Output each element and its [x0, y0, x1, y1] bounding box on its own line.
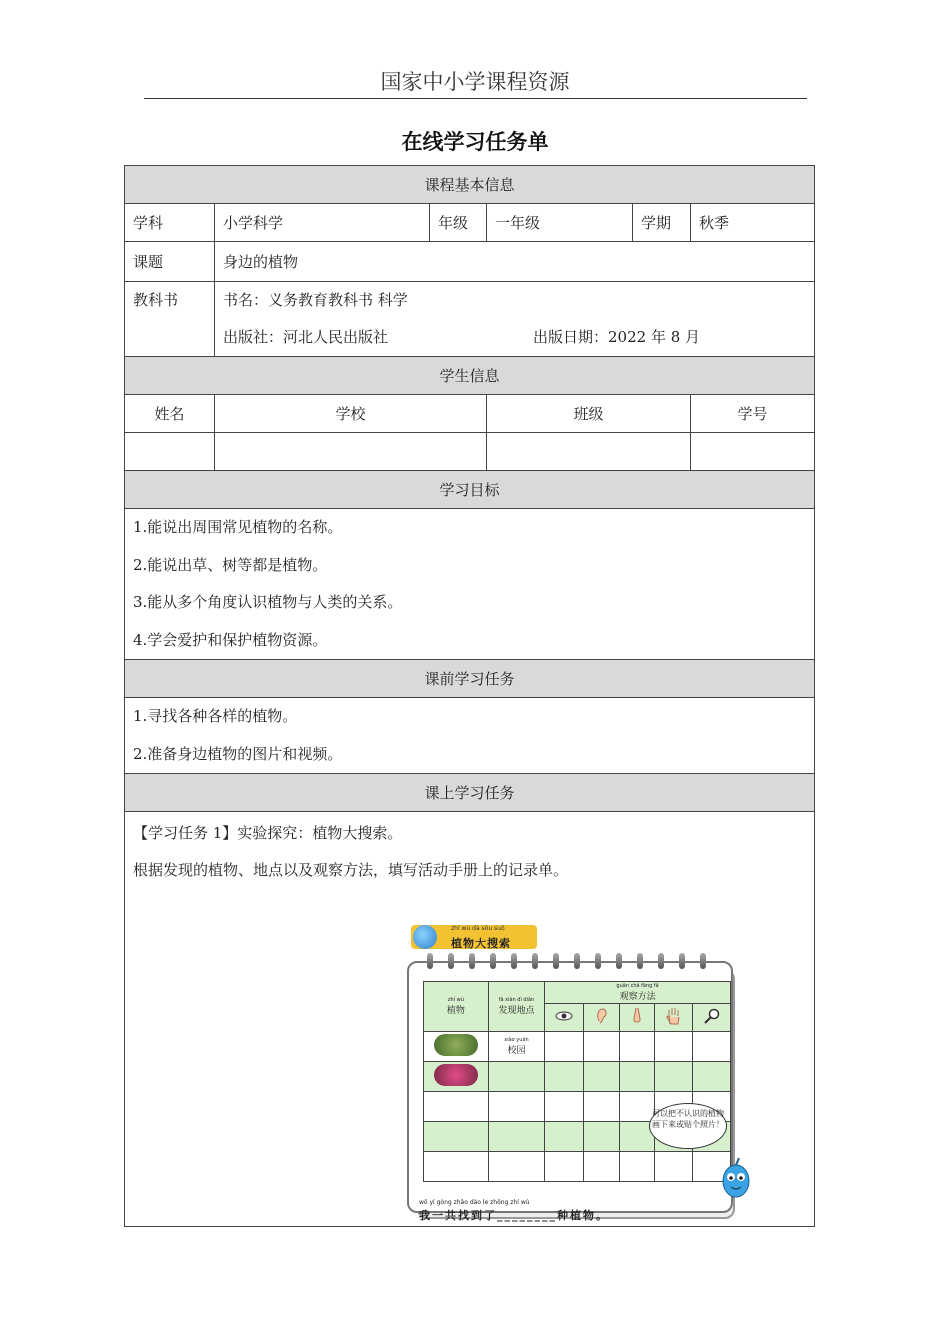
section-goals: 学习目标 [125, 471, 815, 509]
pre-class-item: 2.准备身边植物的图片和视频。 [133, 744, 343, 763]
ear-icon [584, 1004, 619, 1032]
nose-icon [619, 1004, 654, 1032]
name-field[interactable] [125, 433, 215, 471]
task1-description: 根据发现的植物、地点以及观察方法，填写活动手册上的记录单。 [133, 861, 569, 879]
goal-item: 2.能说出草、树等都是植物。 [133, 555, 328, 574]
task1-title: 【学习任务 1】实验探究：植物大搜索。 [133, 824, 403, 842]
place-campus: 校园 [507, 1046, 526, 1056]
header-rule [144, 98, 807, 99]
goal-item: 4.学会爱护和保护植物资源。 [133, 630, 328, 649]
goal-item: 1.能说出周围常见植物的名称。 [133, 518, 343, 536]
goal-item: 3.能从多个角度认识植物与人类的关系。 [133, 593, 403, 611]
document-title: 在线学习任务单 [401, 130, 549, 154]
notebook-page [407, 961, 733, 1213]
col-name: 姓名 [125, 395, 215, 433]
publisher: 出版社：河北人民出版社 [223, 328, 389, 346]
section-student-info: 学生信息 [125, 357, 815, 395]
col-class: 班级 [487, 395, 691, 433]
grade-value: 一年级 [487, 204, 633, 242]
notebook-rings [427, 953, 717, 971]
section-pre-class: 课前学习任务 [125, 660, 815, 698]
worksheet-title-banner: zhí wù dà sōu suǒ 植物大搜索 [411, 925, 537, 949]
hand-icon [655, 1004, 693, 1032]
section-in-class: 课上学习任务 [125, 774, 815, 812]
subject-label: 学科 [125, 204, 215, 242]
book-name: 书名：义务教育教科书 科学 [223, 291, 408, 309]
grade-label: 年级 [430, 204, 487, 242]
magnifier-icon [693, 1004, 731, 1032]
speech-bubble: 可以把不认识的植物画下来或贴个照片！ [649, 1103, 727, 1149]
pre-class-list [125, 698, 815, 774]
col-student-id: 学号 [691, 395, 815, 433]
col-method: 观察方法 [619, 992, 656, 1002]
topic-value: 身边的植物 [215, 242, 815, 282]
page-header: 国家中小学课程资源 [380, 70, 570, 94]
plants-found-line: 我一共找到了________种植物。 [419, 1209, 609, 1222]
section-course-info: 课程基本信息 [125, 166, 815, 204]
goals-list [125, 509, 815, 660]
mascot-icon [719, 1157, 753, 1203]
in-class-content [125, 812, 815, 1227]
globe-icon [413, 925, 437, 949]
worksheet-title: 植物大搜索 [451, 937, 511, 950]
textbook-label: 教科书 [133, 291, 179, 309]
publish-date: 出版日期：2022 年 8 月 [533, 328, 701, 346]
term-value: 秋季 [691, 204, 815, 242]
term-label: 学期 [633, 204, 691, 242]
col-school: 学校 [215, 395, 487, 433]
school-field[interactable] [215, 433, 487, 471]
subject-value: 小学科学 [215, 204, 430, 242]
tree-photo [434, 1034, 478, 1056]
col-plant: 植物 [446, 1006, 465, 1016]
worksheet-illustration: zhí wù dà sōu suǒ 植物大搜索 zhí wù 植物 fā xiàn dì diǎn 发现地点 guān chá fāng fǎ 观察方法 xiào yuán 校园 可以把不认识的植物画下来或贴个照片！ wǒ yí gòng zhǎo dào le zhǒng zhí wù 我一共找到了________种植物。 [403, 925, 755, 1225]
pre-class-item: 1.寻找各种各样的植物。 [133, 707, 298, 725]
record-grid: zhí wù 植物 fā xiàn dì diǎn 发现地点 guān chá fāng fǎ 观察方法 xiào yuán 校园 [423, 981, 731, 1182]
eye-icon [545, 1004, 584, 1032]
flower-photo [434, 1064, 478, 1086]
task-sheet-table [124, 165, 815, 1227]
student-id-field[interactable] [691, 433, 815, 471]
class-field[interactable] [487, 433, 691, 471]
topic-label: 课题 [125, 242, 215, 282]
col-place: 发现地点 [498, 1006, 535, 1016]
